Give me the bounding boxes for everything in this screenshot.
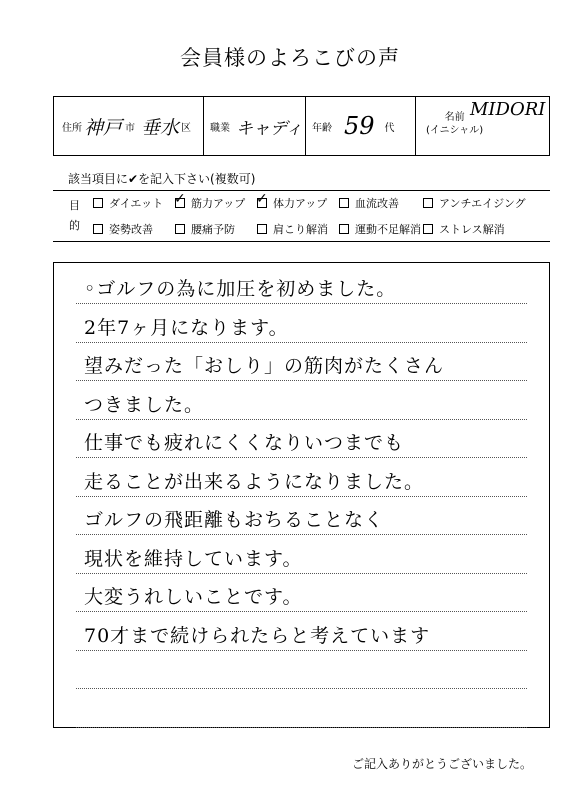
purpose-option-label: ダイエット [109, 197, 164, 210]
info-table [53, 96, 550, 156]
purpose-option-label: 肩こり解消 [273, 223, 328, 236]
comment-text: 仕事でも疲れにくくなりいつまでも [84, 432, 405, 454]
address-cell [54, 97, 204, 155]
ward-label: 区 [181, 122, 192, 134]
comment-text: ゴルフの飛距離もおちることなく [84, 509, 385, 531]
city-label: 市 [125, 122, 136, 134]
purpose-label: 目的 [69, 199, 80, 232]
purpose-section [53, 190, 550, 242]
checkbox[interactable] [257, 198, 267, 208]
occupation-cell [204, 97, 306, 155]
occupation-label: 職業 [210, 122, 230, 134]
comment-text: 2年7ヶ月になります。 [84, 316, 289, 339]
comment-line[interactable] [76, 610, 527, 651]
comment-line[interactable] [76, 533, 527, 574]
purpose-option-label: 腰痛予防 [191, 223, 235, 236]
purpose-option[interactable] [175, 193, 257, 213]
comment-line[interactable] [76, 687, 527, 728]
instruction-text: 該当項目に✔を記入下さい(複数可) [68, 172, 256, 186]
purpose-option-label: 運動不足解消 [355, 223, 421, 236]
comment-text: 70才まで続けられたらと考えています [84, 624, 431, 647]
comment-box [53, 262, 550, 728]
name-value[interactable]: MIDORI [470, 99, 546, 120]
comment-line[interactable] [76, 417, 527, 458]
purpose-option[interactable] [93, 219, 175, 239]
checkbox[interactable] [339, 224, 349, 234]
purpose-option[interactable] [93, 193, 175, 213]
purpose-option-label: ストレス解消 [439, 223, 505, 236]
checkbox[interactable] [423, 224, 433, 234]
checkbox[interactable] [93, 198, 103, 208]
purpose-option-label: 筋力アップ [191, 197, 246, 210]
checkbox[interactable] [93, 224, 103, 234]
comment-text: 現状を維持しています。 [84, 547, 303, 570]
purpose-option-label: 体力アップ [273, 197, 328, 210]
thanks-text: ご記入ありがとうございました。 [351, 757, 532, 771]
comment-line[interactable] [76, 648, 527, 689]
comment-line[interactable] [76, 571, 527, 612]
purpose-option[interactable] [423, 193, 533, 213]
name-cell [416, 97, 549, 155]
age-cell [306, 97, 416, 155]
checkbox[interactable] [257, 224, 267, 234]
address-city[interactable]: 神戸 [84, 116, 123, 139]
comment-text: 望みだった「おしり」の筋肉がたくさん [84, 355, 445, 377]
name-label: 名前 [444, 112, 465, 123]
age-value[interactable]: 59 [344, 112, 375, 140]
comment-line[interactable] [76, 263, 527, 304]
purpose-option[interactable] [175, 219, 257, 239]
purpose-option[interactable] [257, 219, 339, 239]
checkbox[interactable] [175, 224, 185, 234]
name-hint: (イニシャル) [426, 125, 484, 136]
comment-text: ◦ゴルフの為に加圧を初めました。 [84, 278, 397, 300]
comment-line[interactable] [76, 456, 527, 497]
purpose-option-label: 姿勢改善 [109, 223, 153, 236]
purpose-option[interactable] [339, 193, 423, 213]
page-title: 会員様のよろこびの声 [180, 46, 400, 70]
comment-text: 走ることが出来るようになりました。 [84, 470, 425, 493]
comment-line[interactable] [76, 340, 527, 381]
age-label: 年齢 [312, 122, 332, 134]
comment-line[interactable] [76, 494, 527, 535]
purpose-option-label: アンチエイジング [439, 197, 526, 210]
address-ward[interactable]: 垂水 [141, 116, 180, 139]
occupation-value[interactable]: キャディ [236, 118, 303, 139]
checkbox[interactable] [175, 198, 185, 208]
comment-text: つきました。 [84, 393, 205, 416]
checkbox[interactable] [339, 198, 349, 208]
age-suffix: 代 [384, 122, 395, 134]
comment-line[interactable] [76, 302, 527, 343]
purpose-option-label: 血流改善 [355, 197, 399, 210]
address-label: 住所 [62, 122, 82, 134]
comment-text: 大変うれしいことです。 [84, 586, 303, 608]
purpose-option[interactable] [257, 193, 339, 213]
purpose-options [93, 193, 550, 239]
purpose-option[interactable] [339, 219, 423, 239]
comment-line[interactable] [76, 379, 527, 420]
checkbox[interactable] [423, 198, 433, 208]
purpose-option[interactable] [423, 219, 533, 239]
